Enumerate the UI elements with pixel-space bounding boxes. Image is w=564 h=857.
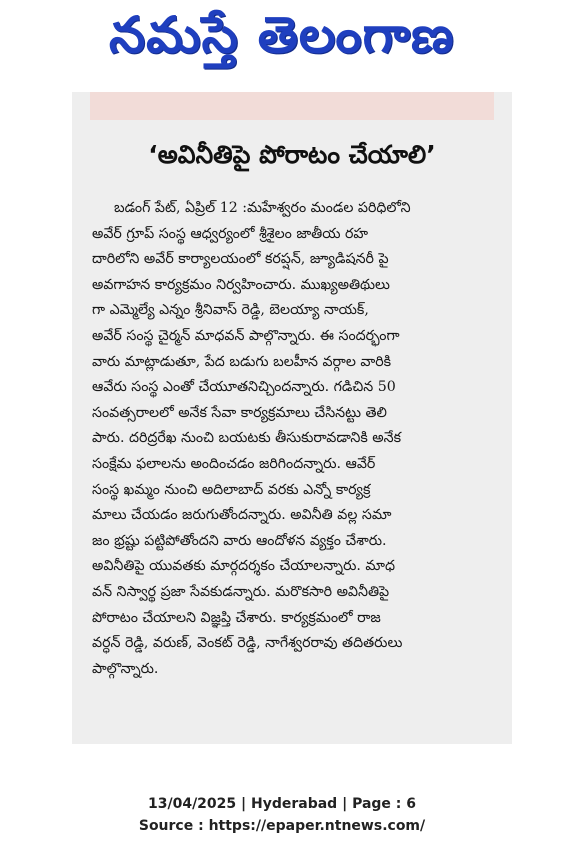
article-line: అవగాహన కార్యక్రమం నిర్వహించారు. ముఖ్యఅతిథులు xyxy=(92,276,390,293)
news-clipping xyxy=(72,92,512,744)
article-line: సంక్షేమ ఫలాలను అందించడం జరిగిందన్నారు. ఆవేర్ xyxy=(92,455,376,472)
article-line: పారు. దరిద్రరేఖ నుంచి బయటకు తీసుకురావడానికి అనేక xyxy=(92,430,401,447)
article-line: ఆవేరు సంస్థ ఎంతో చేయూతనిచ్చిందన్నారు. గడిచిన 50 xyxy=(92,379,396,396)
article-line: సంవత్సరాలలో అనేక సేవా కార్యక్రమాలు చేసినట్టు తెలి xyxy=(92,404,387,421)
article-line: వర్ధన్ రెడ్డి, వరుణ్, వెంకట్ రెడ్డి, నాగేశ్వరరావు తదితరులు xyxy=(92,635,403,652)
masthead-logo-text: నమస్తే తెలంగాణ xyxy=(109,5,455,64)
header-strip xyxy=(90,92,494,120)
article-line: అవేర్ సంస్థ చైర్మన్ మాధవన్ పాల్గొన్నారు. ఈ సందర్భంగా xyxy=(92,327,400,344)
article-line: దారిలోని అవేర్ కార్యాలయంలో కరప్షన్, జ్యూడిషనరీ పై xyxy=(92,251,389,268)
article-line: అవినీతిపై యువతకు మార్గదర్శకం చేయాలన్నారు. మాధ xyxy=(92,558,395,575)
article-line: వారు మాట్లాడుతూ, పేద బడుగు బలహీన వర్గాల వారికి xyxy=(92,353,392,370)
article-line: అవేర్ గ్రూప్ సంస్థ ఆధ్వర్యంలో శ్రీశైలం జాతీయ రహ xyxy=(92,225,369,242)
article-body xyxy=(92,196,496,682)
article-line: వన్ నిస్వార్థ ప్రజా సేవకుడన్నారు. మరొకసారి అవినీతిపై xyxy=(92,583,390,600)
article-headline: ‘అవినీతిపై పోరాటం చేయాలి’ xyxy=(148,140,436,169)
article-line: జం భ్రష్టు పట్టిపోతోందని వారు ఆందోళన వ్యక్తం చేశారు. xyxy=(92,532,387,549)
footer-date-page: 13/04/2025 | Hyderabad | Page : 6 xyxy=(147,796,417,812)
newspaper-masthead xyxy=(0,0,564,82)
article-line: గా ఎమ్మెల్యే ఎన్నం శ్రీనివాస్ రెడ్డి, బెలయ్యా నాయక్, xyxy=(92,302,369,319)
article-line: మాలు చేయడం జరుగుతోందన్నారు. అవినీతి వల్ల సమా xyxy=(92,507,392,524)
footer-source: Source : https://epaper.ntnews.com/ xyxy=(138,818,426,834)
article-line: సంస్థ ఖమ్మం నుంచి అదిలాబాద్ వరకు ఎన్నో కార్యక్ర xyxy=(92,481,371,498)
article-line: బడంగ్ పేట్, ఏప్రిల్ 12 :మహేశ్వరం మండల పరిధిలోని xyxy=(114,200,411,216)
article-line: పాల్గొన్నారు. xyxy=(92,660,159,677)
article-line: పోరాటం చేయాలని విజ్ఞప్తి చేశారు. కార్యక్రమంలో రాజ xyxy=(92,609,381,626)
